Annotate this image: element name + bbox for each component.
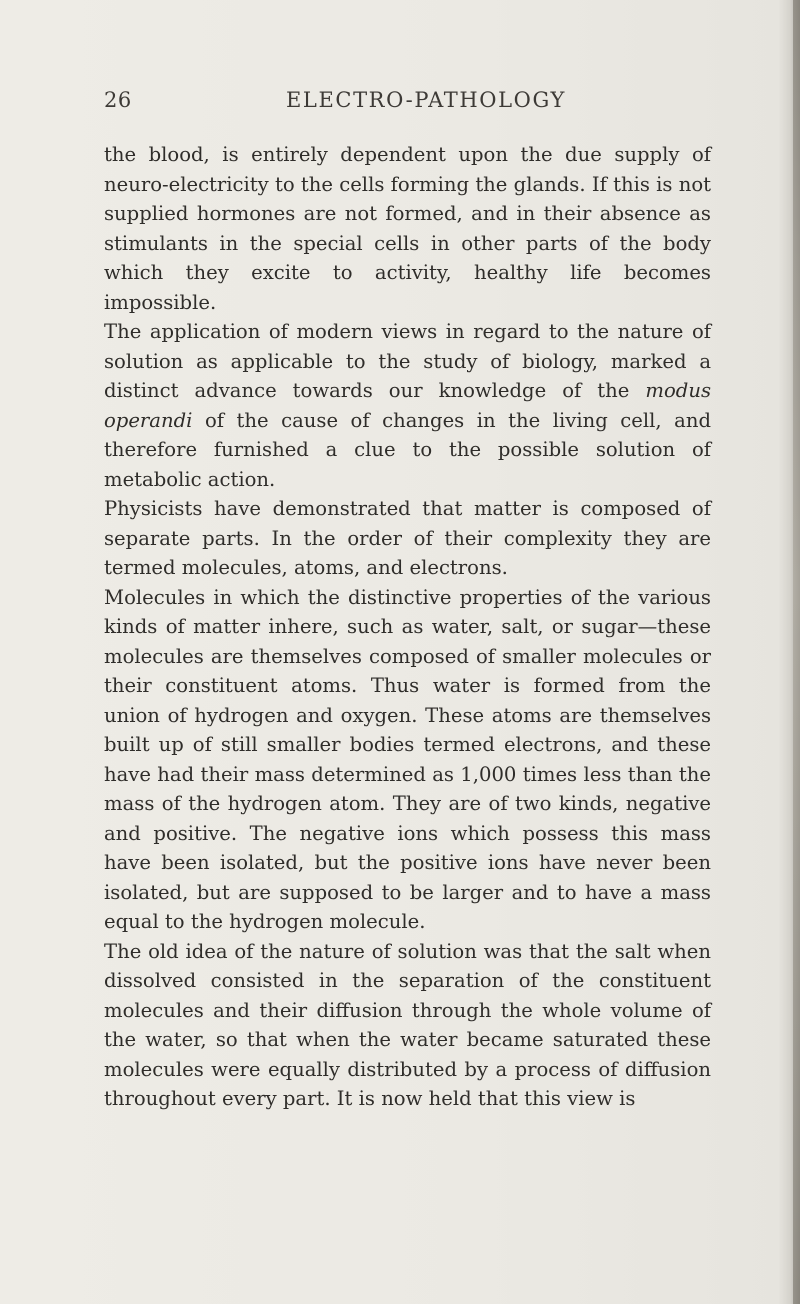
paragraph-3: Physicists have demonstrated that matter is composed of separate parts. In the order of their complexity they are termed molecules, atoms, and electrons. bbox=[104, 497, 711, 579]
paragraph-2-text-after: of the cause of changes in the living cell, and therefore furnished a clue to the possible solution of metabolic action. bbox=[104, 408, 711, 491]
paragraph-2-text-before: The application of modern views in regard to the nature of solution as applicable to the study of biology, marked a distinct advance towards our knowledge of the bbox=[104, 320, 711, 402]
page-edge bbox=[793, 0, 800, 1304]
page-number: 26 bbox=[104, 88, 132, 112]
page-header bbox=[104, 88, 714, 118]
body-text bbox=[104, 140, 711, 1114]
paragraph-2 bbox=[104, 317, 711, 494]
paragraph-2-italic: modus operandi bbox=[104, 379, 711, 432]
paragraph-1: the blood, is entirely dependent upon the due supply of neuro-electricity to the cells forming the glands. If this is not supplied hormones are not formed, and in their absence as stimulants in the special cells in other parts of the body which they excite to activity, healthy life becomes impossible. bbox=[104, 143, 711, 314]
running-head: ELECTRO-PATHOLOGY bbox=[286, 88, 566, 112]
paragraph-5: The old idea of the nature of solution was that the salt when dissolved consisted in the separation of the constituent molecules and their diffusion through the whole volume of the water, so that when the water became saturated these molecules were equally distributed by a process of diffusion throughout every part. It is now held that this view is bbox=[104, 939, 711, 1110]
paragraph-4: Molecules in which the distinctive properties of the various kinds of matter inhere, such as water, salt, or sugar—these molecules are themselves composed of smaller molecules or their constituent atoms. Thus water is formed from the union of hydrogen and oxygen. These atoms are themselves built up of still smaller bodies termed electrons, and these have had their mass determined as 1,000 times less than the mass of the hydrogen atom. They are of two kinds, negative and positive. The negative ions which possess this mass have been isolated, but the positive ions have never been isolated, but are supposed to be larger and to have a mass equal to the hydrogen molecule. bbox=[104, 585, 711, 933]
